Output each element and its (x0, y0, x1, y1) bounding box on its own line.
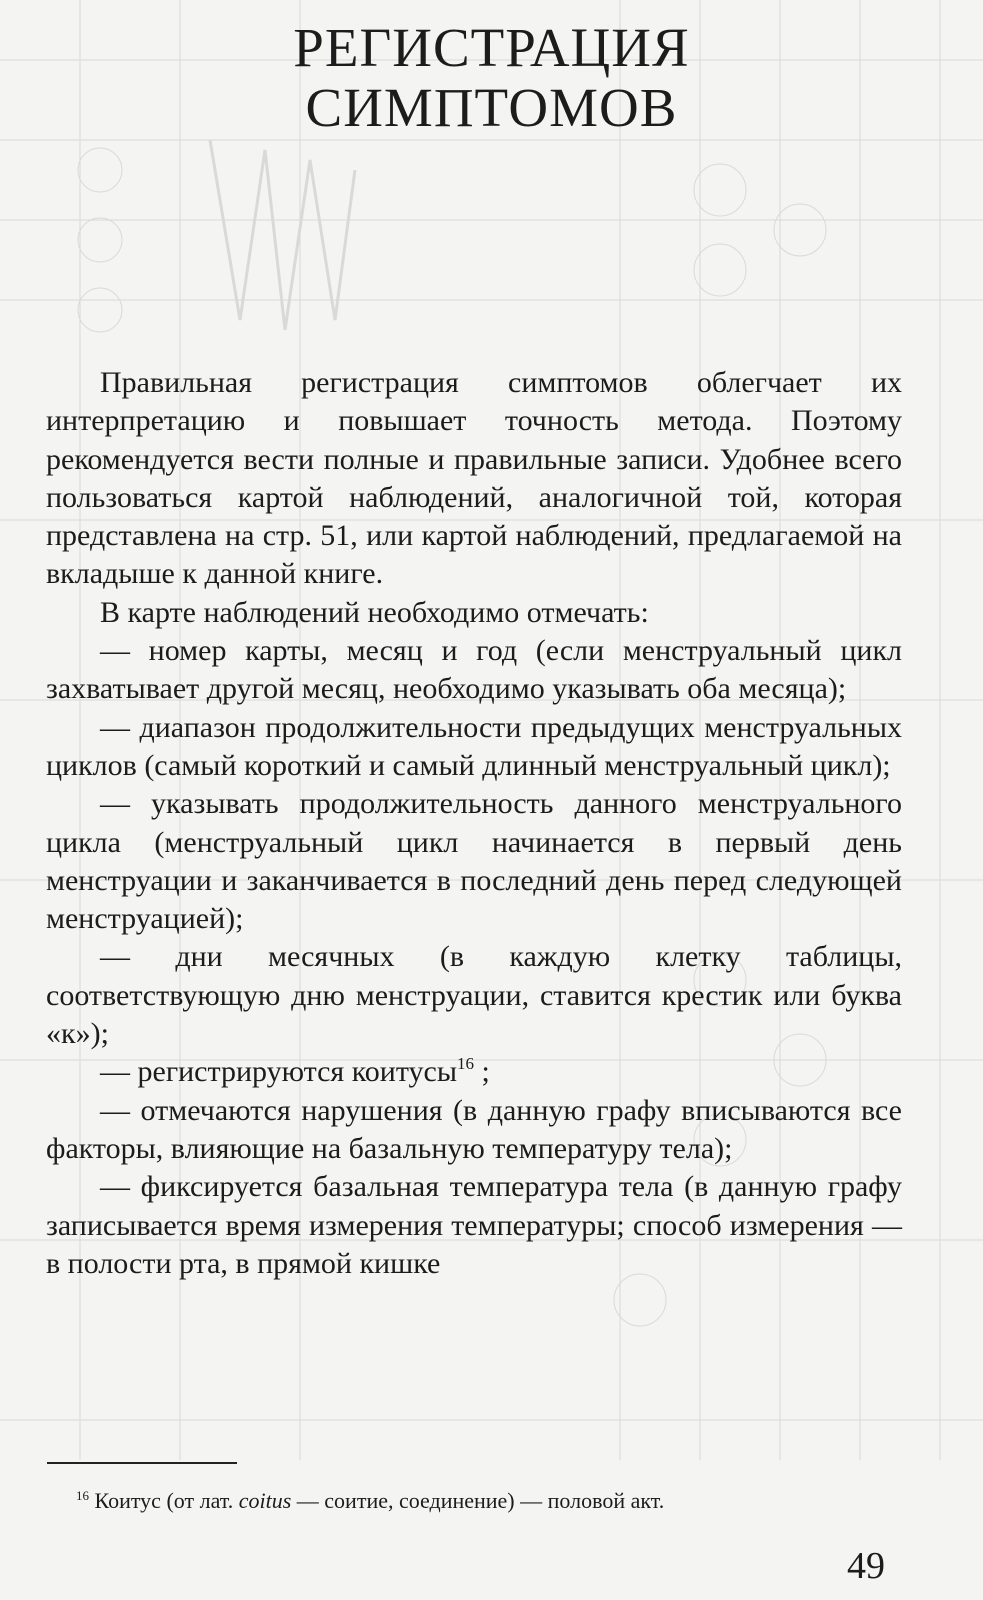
footnote-reference: 16 (457, 1054, 475, 1074)
footnote (76, 1487, 916, 1515)
title-line-1: РЕГИСТРАЦИЯ (293, 17, 690, 78)
paragraph-intro: Правильная регистрация симптомов облегчает их интерпретацию и повышает точность метода. Поэтому рекомендуется вести полные и правильные записи. Удобнее всего пользоваться картой наблюдений, аналогичной той, которая представлена на стр. 51, или картой наблюдений, предлагаемой на вкладыше к данной книге. (46, 366, 902, 591)
title-line-2: СИМПТОМОВ (305, 77, 678, 138)
page-number: 49 (847, 1545, 885, 1587)
footnote-text-after: — соитие, соединение) — половой акт. (291, 1488, 665, 1513)
list-item-basal-temperature: — фиксируется базальная температура тела (в данную графу записывается время измерения температуры; способ измерения — в полости рта, в прямой кишке (46, 1170, 902, 1280)
footnote-text-before: Коитус (от лат. (89, 1488, 239, 1513)
list-item-menstruation-days: — дни месячных (в каждую клетку таблицы, соответствующую дню менструации, ставится крестик или буква «к»); (46, 940, 902, 1051)
footnote-mark: 16 (76, 1488, 89, 1503)
list-item-cycle-length: — указывать продолжительность данного менструального цикла (менструальный цикл начинается в первый день менструации и заканчивается в последний день перед следующей менструацией); (46, 787, 902, 936)
list-item-coitus (46, 1053, 902, 1091)
paragraph-list-lead: В карте наблюдений необходимо отмечать: (100, 595, 649, 629)
list-item-cycle-range: — диапазон продолжительности предыдущих менструальных циклов (самый короткий и самый длинный менструальный цикл); (46, 710, 902, 782)
page-title (0, 18, 983, 138)
footnote-latin-term: coitus (238, 1488, 292, 1513)
coitus-text: — регистрируются коитусы (100, 1055, 458, 1089)
footnote-separator (47, 1462, 237, 1464)
list-item-card-number: — номер карты, месяц и год (если менструальный цикл захватывает другой месяц, необходимо указывать оба месяца); (46, 634, 902, 706)
body-text (46, 364, 902, 1283)
coitus-tail: ; (474, 1055, 490, 1089)
list-item-disturbances: — отмечаются нарушения (в данную графу вписываются все факторы, влияющие на базальную температуру тела); (46, 1093, 902, 1165)
